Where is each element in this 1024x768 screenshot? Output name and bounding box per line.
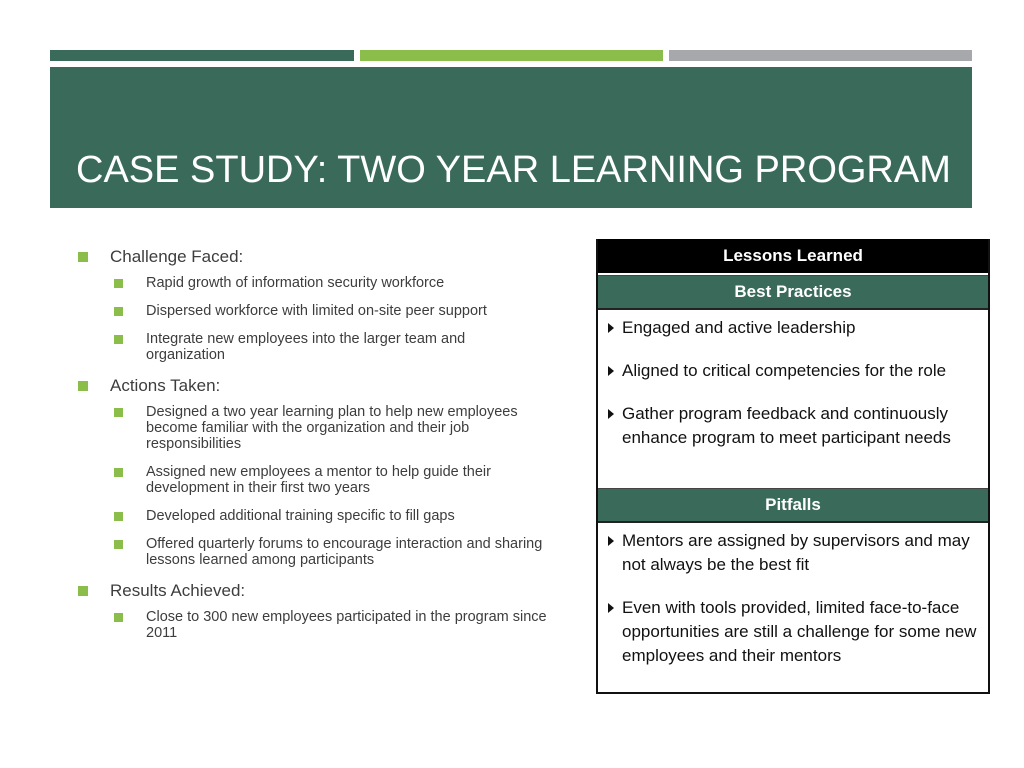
bullet-square-icon (114, 408, 123, 417)
bullet-square-icon (78, 252, 88, 262)
best-practices-list (598, 310, 988, 488)
bullet-square-icon (114, 279, 123, 288)
bullet-square-icon (78, 381, 88, 391)
section-heading: Challenge Faced: (78, 246, 548, 268)
list-item: Even with tools provided, limited face-to-face opportunities are still a challenge for some new employees and their mentors (608, 596, 984, 668)
lessons-learned-heading: Lessons Learned (598, 239, 988, 275)
list-item: Dispersed workforce with limited on-site peer support (78, 303, 548, 319)
list-item: Integrate new employees into the larger team and organization (78, 331, 548, 363)
best-practices-heading: Best Practices (598, 275, 988, 310)
list-item: Rapid growth of information security workforce (78, 275, 548, 291)
triangle-bullet-icon (608, 323, 614, 333)
list-item: Mentors are assigned by supervisors and may not always be the best fit (608, 529, 984, 577)
slide-title: CASE STUDY: TWO YEAR LEARNING PROGRAM (76, 149, 951, 191)
list-item: Engaged and active leadership (608, 316, 984, 340)
bullet-square-icon (114, 468, 123, 477)
triangle-bullet-icon (608, 603, 614, 613)
list-item: Assigned new employees a mentor to help guide their development in their first two years (78, 464, 548, 496)
section-heading: Actions Taken: (78, 375, 548, 397)
bullet-square-icon (114, 613, 123, 622)
list-item: Close to 300 new employees participated in the program since 2011 (78, 609, 548, 641)
list-item: Aligned to critical competencies for the role (608, 359, 984, 383)
triangle-bullet-icon (608, 409, 614, 419)
lessons-learned-table (596, 239, 990, 694)
bullet-square-icon (114, 512, 123, 521)
section-heading: Results Achieved: (78, 580, 548, 602)
list-item: Designed a two year learning plan to help new employees become familiar with the organization and their job responsibilities (78, 404, 548, 452)
list-item: Developed additional training specific to fill gaps (78, 508, 548, 524)
accent-bar-dark-green (50, 50, 354, 61)
bullet-square-icon (114, 335, 123, 344)
title-band (50, 67, 972, 208)
triangle-bullet-icon (608, 366, 614, 376)
accent-bar-gray (669, 50, 972, 61)
list-item: Gather program feedback and continuously enhance program to meet participant needs (608, 402, 984, 450)
bullet-list (78, 238, 548, 653)
list-item: Offered quarterly forums to encourage interaction and sharing lessons learned among participants (78, 536, 548, 568)
bullet-square-icon (114, 540, 123, 549)
bullet-square-icon (114, 307, 123, 316)
bullet-square-icon (78, 586, 88, 596)
triangle-bullet-icon (608, 536, 614, 546)
accent-bar-light-green (360, 50, 663, 61)
pitfalls-list (598, 523, 988, 668)
pitfalls-heading: Pitfalls (598, 488, 988, 523)
